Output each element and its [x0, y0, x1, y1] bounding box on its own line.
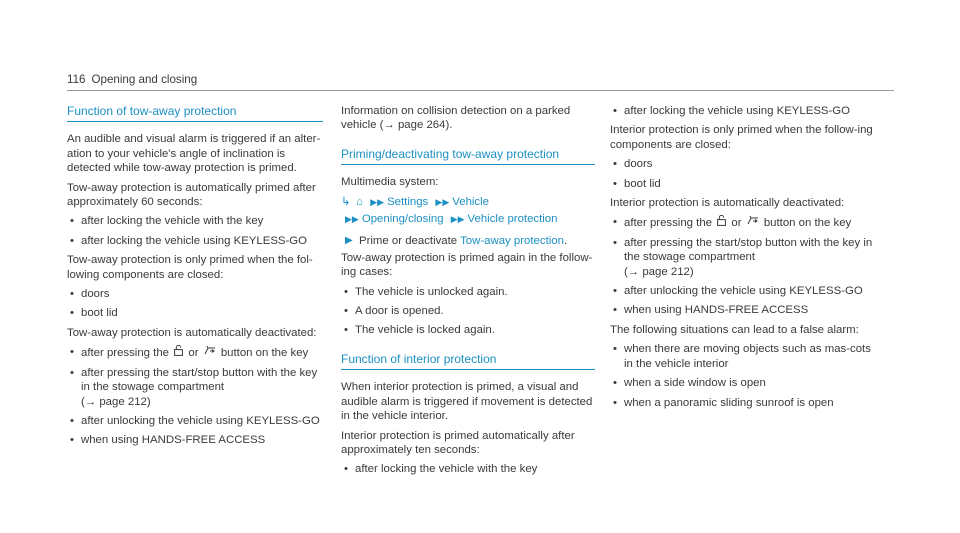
bullet-list	[610, 215, 880, 317]
unlock-icon	[172, 345, 185, 360]
bullet-list	[341, 462, 595, 476]
chapter-title: Opening and closing	[91, 73, 198, 86]
list-item	[67, 366, 323, 409]
double-chevron-icon: ▶▶	[450, 214, 465, 225]
nav-path-line-2	[341, 212, 595, 226]
list-item: • when using HANDS-FREE ACCESS	[67, 433, 323, 447]
bullet-list	[610, 104, 880, 118]
paragraph: Information on collision detection on a parked vehicle (→ page 264).	[341, 105, 571, 132]
text: after pressing the	[624, 217, 713, 230]
list-item	[610, 236, 880, 279]
heading-tow-away-function: Function of tow-away protection	[67, 104, 323, 122]
home-icon: ⌂	[356, 195, 364, 208]
paragraph: The following situations can lead to a false alarm:	[610, 323, 859, 336]
header-text	[67, 73, 894, 87]
paragraph: When interior protection is primed, a visual and audible alarm is triggered if movement is detected in the vehicle interior.	[341, 381, 593, 423]
list-item: • when a side window is open	[610, 376, 880, 390]
list-item	[610, 215, 880, 230]
return-arrow-icon: ↳	[341, 195, 351, 208]
list-item: • doors	[610, 157, 880, 171]
list-item: • A door is opened.	[341, 304, 595, 318]
nav-opening-closing[interactable]: Opening/closing	[361, 213, 444, 226]
step-triangle-icon: ▶	[345, 235, 353, 247]
list-item: • The vehicle is unlocked again.	[341, 285, 595, 299]
tow-away-protection-link[interactable]: Tow-away protection	[460, 235, 564, 248]
heading-priming-deactivating: Priming/deactivating tow-away protection	[341, 147, 595, 165]
list-item: • when using HANDS-FREE ACCESS	[610, 303, 880, 317]
paragraph: Interior protection is primed automatically after approximately ten seconds:	[341, 429, 575, 456]
text: button on the key	[763, 217, 852, 230]
boot-lid-icon	[745, 215, 761, 230]
list-item: • boot lid	[610, 177, 880, 191]
list-item: • after locking the vehicle using KEYLESS-GO	[67, 234, 323, 248]
paragraph: Tow-away protection is automatically primed after approximately 60 seconds:	[67, 181, 316, 209]
page-reference: (→ page 212)	[624, 265, 694, 278]
list-item: • doors	[67, 287, 323, 301]
nav-path-line-1	[341, 195, 595, 209]
list-item	[67, 345, 323, 360]
bullet-list	[67, 287, 323, 321]
double-chevron-icon: ▶▶	[345, 214, 359, 225]
bullet-list	[67, 345, 323, 447]
text: button on the key	[220, 347, 309, 360]
list-item: • after locking the vehicle using KEYLESS-GO	[610, 104, 880, 118]
bullet-list	[341, 285, 595, 338]
page-number: 116	[67, 73, 86, 86]
text: Prime or deactivate	[359, 235, 458, 248]
list-item: • boot lid	[67, 306, 323, 320]
list-item: • after locking the vehicle with the key	[341, 462, 595, 476]
header-rule	[67, 90, 894, 91]
text: .	[563, 235, 568, 248]
paragraph: Tow-away protection is only primed when the fol-lowing components are closed:	[67, 254, 313, 281]
paragraph: An audible and visual alarm is triggered if an alter-ation to your vehicle's angle of inclination is detected while tow-away protection is primed.	[67, 133, 321, 175]
boot-lid-icon	[202, 345, 218, 360]
list-item: • after locking the vehicle with the key	[67, 214, 323, 228]
nav-settings[interactable]: Settings	[387, 195, 429, 208]
bullet-list	[610, 342, 880, 410]
column-1	[67, 104, 323, 453]
unlock-icon	[715, 215, 728, 230]
instruction-step	[341, 234, 595, 248]
text: after pressing the	[81, 347, 170, 360]
text: or	[188, 347, 199, 360]
paragraph: Tow-away protection is automatically deactivated:	[67, 326, 317, 339]
list-item: • after unlocking the vehicle using KEYLESS-GO	[610, 284, 880, 298]
nav-intro: Multimedia system:	[341, 176, 439, 189]
text: after pressing the start/stop button with the key in the stowage compartment	[81, 366, 318, 394]
text: or	[731, 217, 742, 230]
column-3	[610, 104, 880, 415]
paragraph: Interior protection is automatically deactivated:	[610, 197, 845, 210]
paragraph: Tow-away protection is primed again in the follow-ing cases:	[341, 251, 593, 279]
page-reference: (→ page 212)	[81, 395, 151, 408]
list-item: • when a panoramic sliding sunroof is open	[610, 396, 880, 410]
column-2	[341, 104, 595, 482]
text: after pressing the start/stop button with the key in the stowage compartment	[624, 236, 873, 264]
double-chevron-icon: ▶▶	[435, 196, 450, 207]
bullet-list	[610, 157, 880, 191]
list-item: • after unlocking the vehicle using KEYLESS-GO	[67, 414, 323, 428]
list-item: • when there are moving objects such as mas-cots in the vehicle interior	[610, 342, 880, 371]
nav-vehicle-protection[interactable]: Vehicle protection	[467, 213, 558, 226]
paragraph: Interior protection is only primed when the follow-ing components are closed:	[610, 124, 873, 151]
heading-interior-protection: Function of interior protection	[341, 352, 595, 370]
page-header	[67, 73, 894, 87]
bullet-list	[67, 214, 323, 248]
double-chevron-icon: ▶▶	[370, 196, 385, 207]
nav-vehicle[interactable]: Vehicle	[452, 195, 489, 208]
list-item: • The vehicle is locked again.	[341, 323, 595, 337]
